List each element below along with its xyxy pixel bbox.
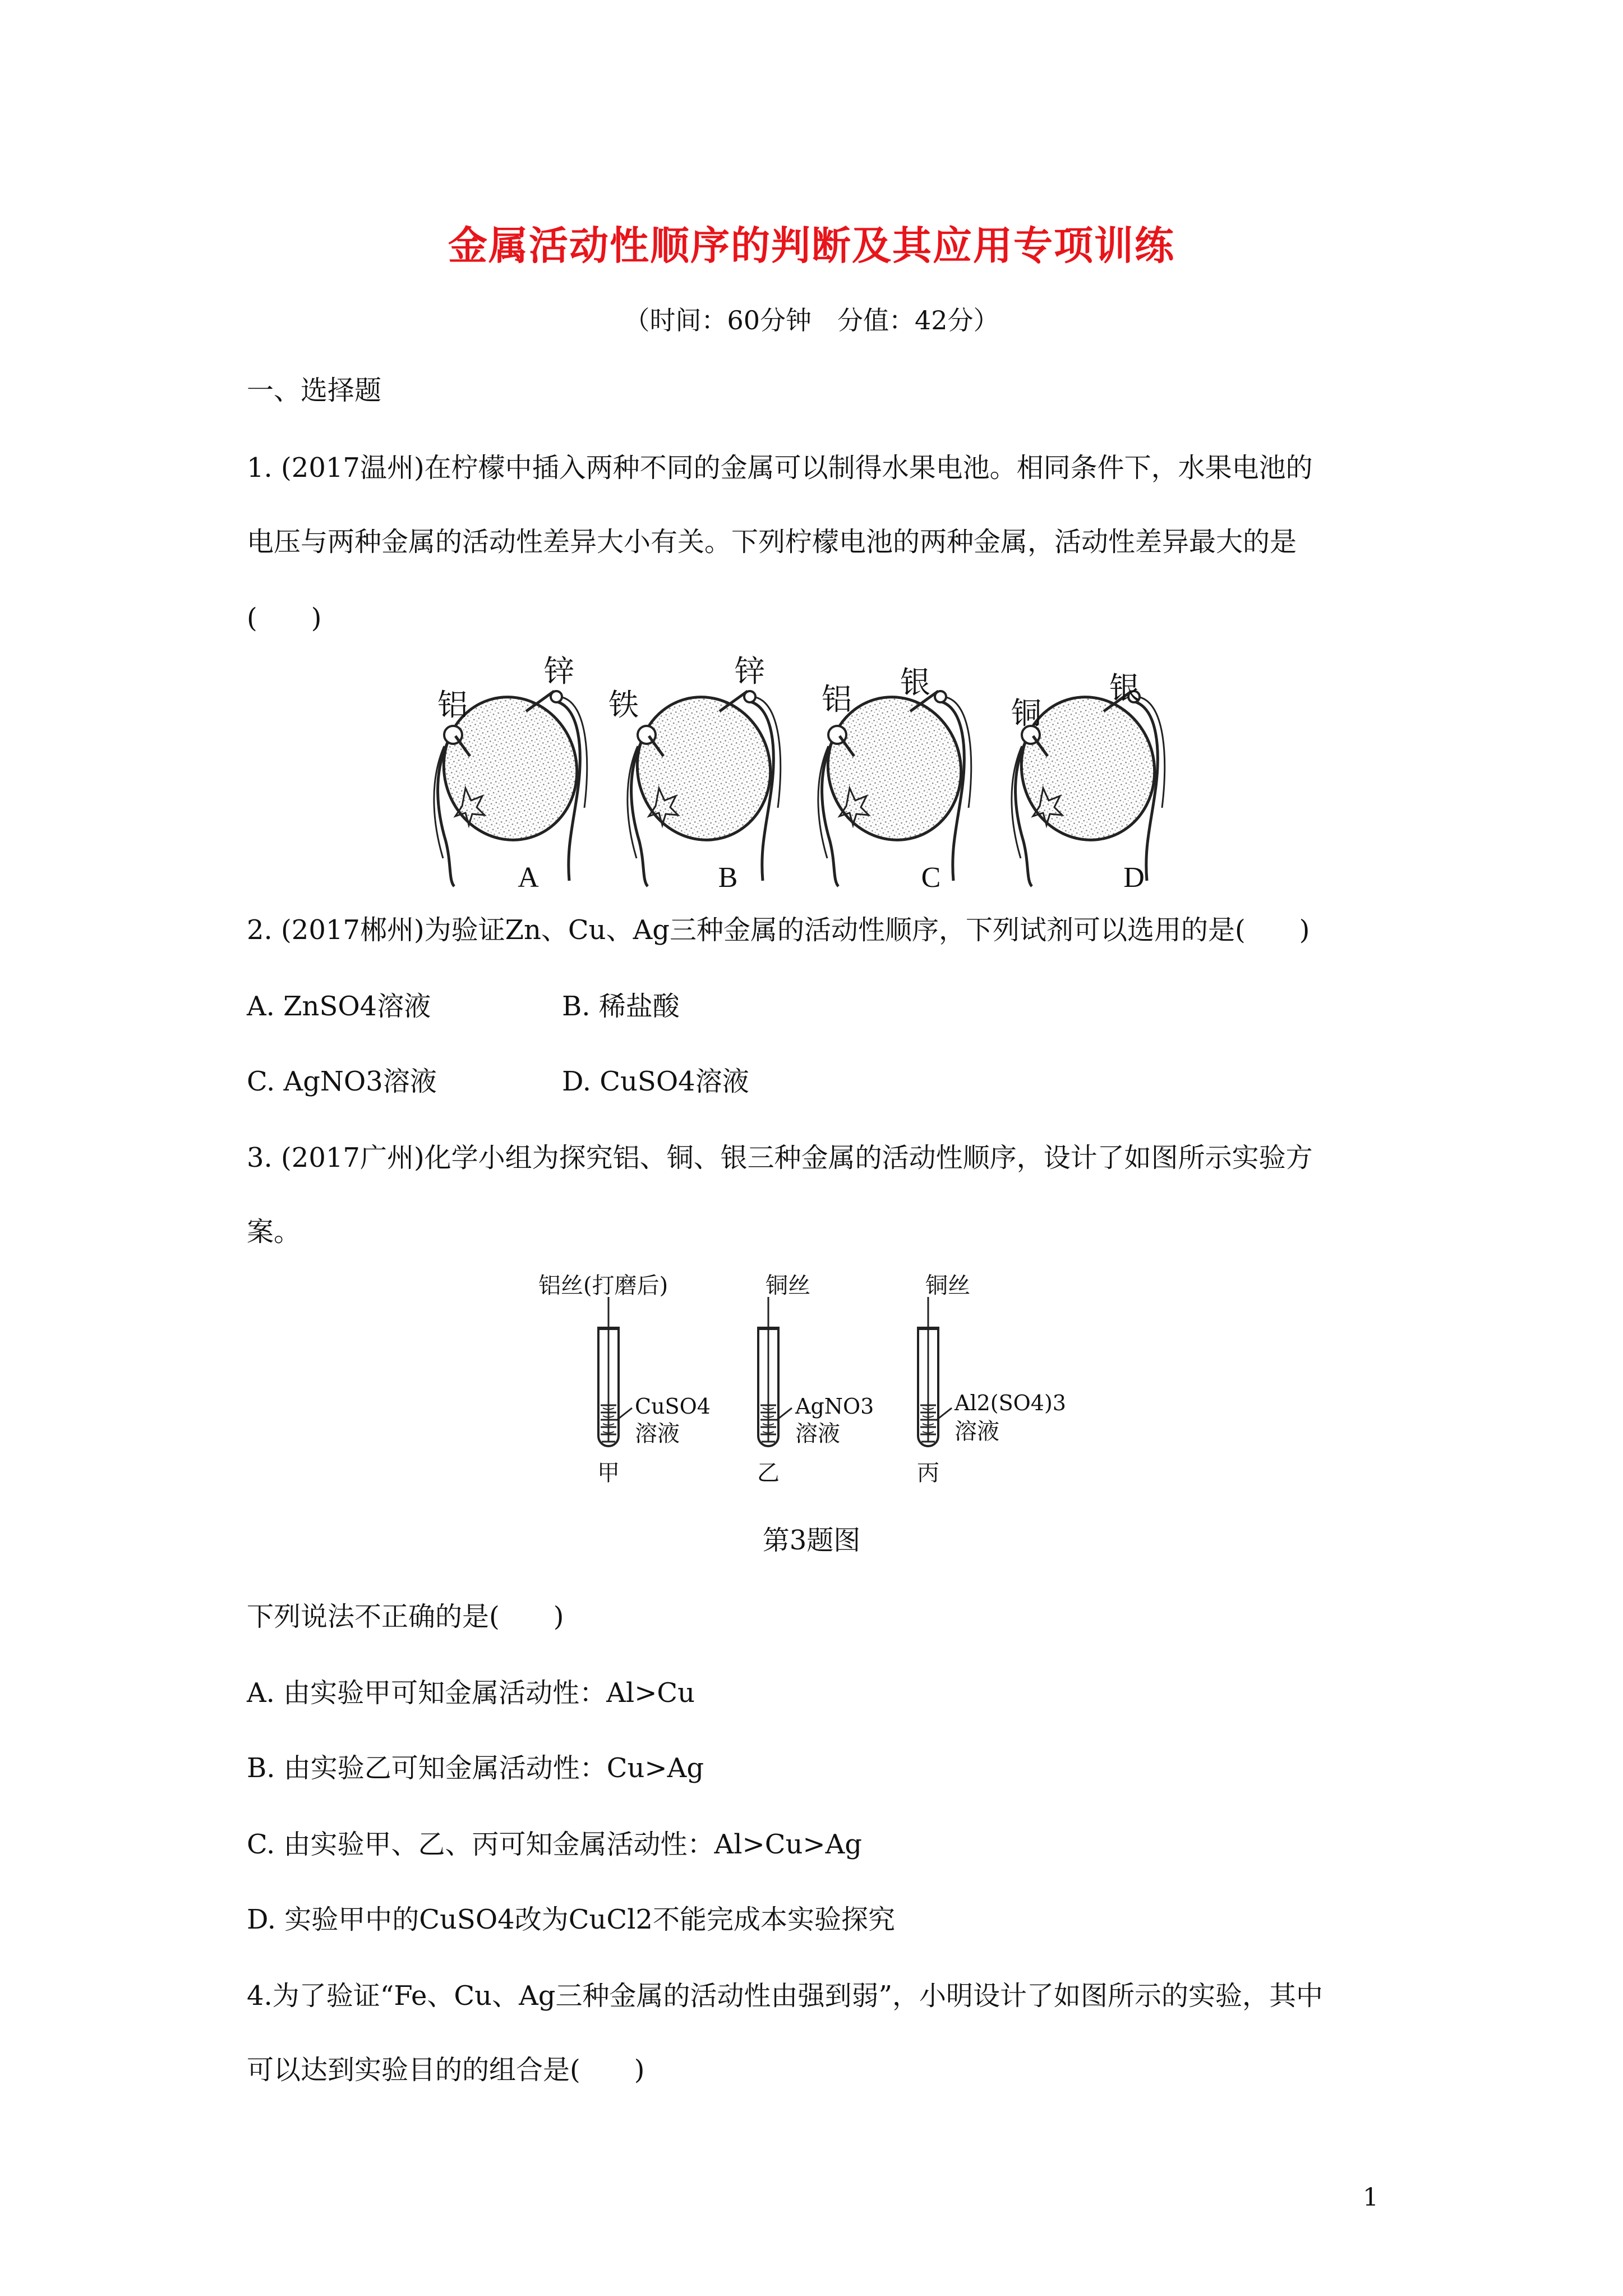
q3-option-c: C. 由实验甲、乙、丙可知金属活动性：Al>Cu>Ag [247,1829,863,1860]
tube-jia-solution: CuSO4 [635,1394,711,1419]
tube-jia-solution-suffix: 溶液 [635,1421,680,1447]
section-heading: 一、选择题 [247,375,382,406]
tube-jia-name: 甲 [597,1460,620,1486]
tube-jia-wire-label: 铝丝(打磨后) [538,1273,668,1299]
tube-bing-solution: Al2(SO4)3 [955,1391,1066,1415]
tube-yi-wire-label: 铜丝 [766,1273,810,1299]
lemon-a-letter: A [518,862,539,894]
q3-line-1: 3. (2017广州)化学小组为探究铝、铜、银三种金属的活动性顺序，设计了如图所示实验方 [247,1142,1313,1174]
tube-yi [757,1297,792,1446]
tube-yi-solution-suffix: 溶液 [795,1421,840,1447]
q1-answer-blank: ( ) [247,602,322,634]
q2-option-a: A. ZnSO4溶液 [247,991,431,1022]
page-subtitle: （时间：60分钟 分值：42分） [624,305,999,335]
tube-bing-solution-suffix: 溶液 [955,1419,999,1444]
lemon-d-letter: D [1123,862,1145,894]
lemon-battery-figure [415,645,1200,892]
q1-line-1: 1. (2017温州)在柠檬中插入两种不同的金属可以制得水果电池。相同条件下，水果电池的 [247,452,1313,484]
lemon-c-right-metal: 银 [900,665,930,700]
tube-bing-wire-label: 铜丝 [925,1273,970,1299]
q2-option-d: D. CuSO4溶液 [562,1066,749,1097]
q3-question: 下列说法不正确的是( ) [247,1601,564,1632]
q2-stem: 2. (2017郴州)为验证Zn、Cu、Ag三种金属的活动性顺序，下列试剂可以选用的是( ) [247,914,1310,946]
lemon-b [621,682,786,886]
lemon-b-letter: B [718,862,738,894]
q2-option-c: C. AgNO3溶液 [247,1066,437,1097]
q3-option-a: A. 由实验甲可知金属活动性：Al>Cu [247,1677,695,1709]
test-tube-figure [538,1273,1099,1498]
q1-line-2: 电压与两种金属的活动性差异大小有关。下列柠檬电池的两种金属，活动性差异最大的是 [247,526,1297,558]
lemon-b-left-metal: 铁 [608,687,639,723]
tube-bing-name: 丙 [917,1460,939,1486]
figure-caption: 第3题图 [762,1525,861,1556]
tube-jia [597,1297,632,1446]
page-number: 1 [1363,2183,1378,2212]
lemon-b-right-metal: 锌 [735,654,765,689]
tube-bing [917,1297,952,1446]
q3-line-2: 案。 [247,1216,301,1248]
tube-yi-name: 乙 [757,1460,780,1486]
lemon-d-left-metal: 铜 [1011,696,1041,731]
lemon-c-letter: C [921,862,941,894]
tube-yi-solution: AgNO3 [795,1394,874,1419]
lemon-c-left-metal: 铝 [822,682,852,717]
lemon-d-right-metal: 银 [1109,670,1140,706]
lemon-a-right-metal: 锌 [544,654,574,689]
lemon-battery-drawing [415,645,1200,892]
q3-option-b: B. 由实验乙可知金属活动性：Cu>Ag [247,1752,704,1784]
q2-option-b: B. 稀盐酸 [562,991,680,1022]
page-title: 金属活动性顺序的判断及其应用专项训练 [448,222,1175,269]
q3-option-d: D. 实验甲中的CuSO4改为CuCl2不能完成本实验探究 [247,1904,895,1935]
lemon-a-left-metal: 铝 [437,687,468,723]
test-tube-drawing [538,1273,1099,1498]
q4-line-2: 可以达到实验目的的组合是( ) [247,2054,645,2086]
q4-line-1: 4.为了验证“Fe、Cu、Ag三种金属的活动性由强到弱”，小明设计了如图所示的实验，其中 [247,1980,1323,2012]
